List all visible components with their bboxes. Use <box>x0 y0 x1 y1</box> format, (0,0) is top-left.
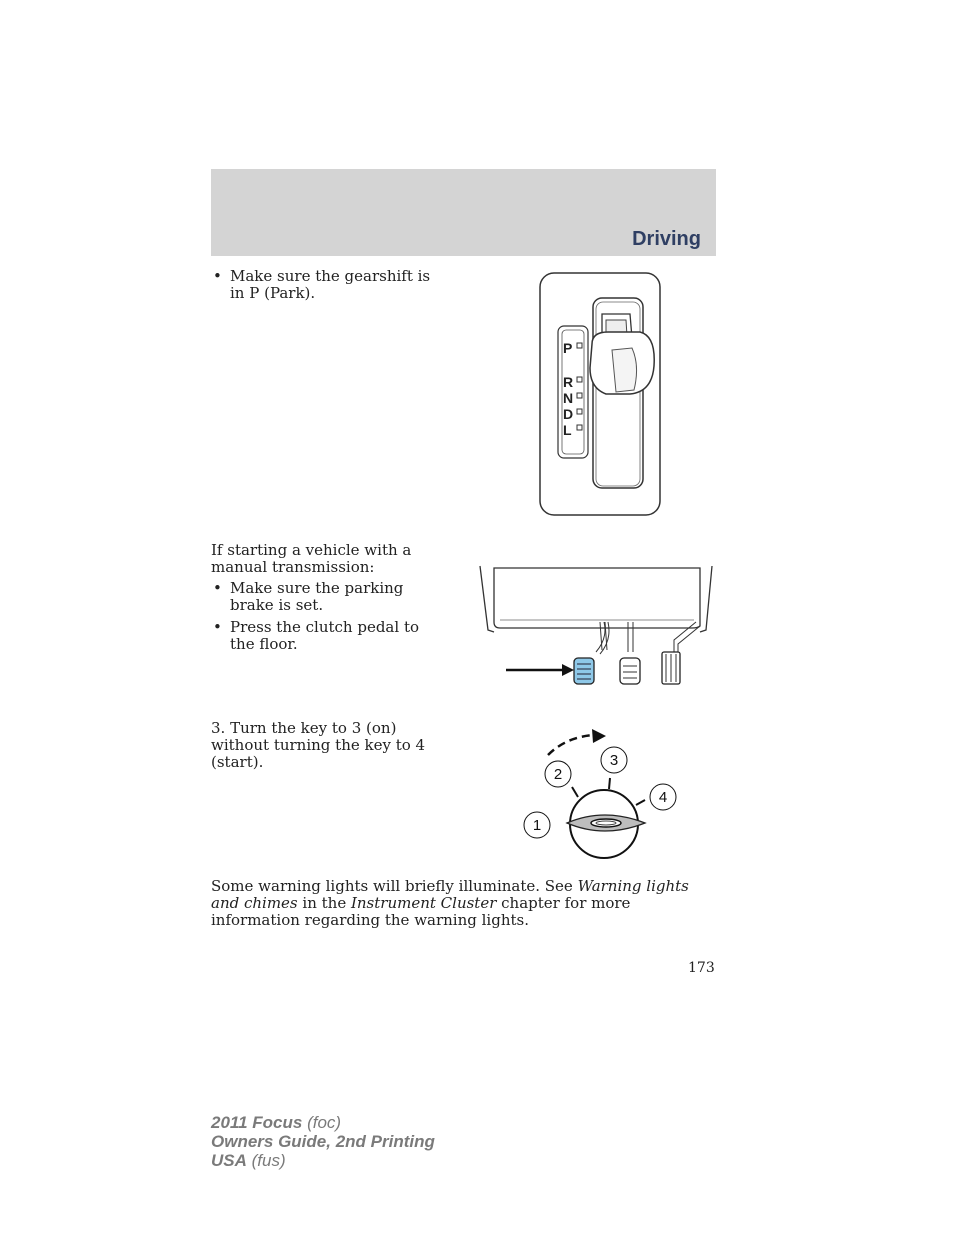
gear-label-r: R <box>563 374 574 390</box>
position-label: 4 <box>658 789 668 806</box>
footer-market: USA <box>211 1151 247 1170</box>
ignition-position-3 <box>601 747 627 773</box>
bullet-dot: • <box>213 267 222 285</box>
brake-pedal <box>620 658 640 684</box>
bullet-text: Make sure the parking brake is set. <box>230 579 404 614</box>
paragraph-text: in the <box>297 894 351 912</box>
paragraph-text: chapter for more information regarding the warning lights. <box>211 894 631 929</box>
bullet-text: Make sure the gearshift is in P (Park). <box>230 267 431 302</box>
page-number: 173 <box>688 960 715 976</box>
footer-model-code: (foc) <box>302 1113 342 1132</box>
footer-guide: Owners Guide, 2nd Printing <box>211 1132 435 1151</box>
position-label: 3 <box>609 752 619 769</box>
warning-lights-reference-link[interactable]: Warning lights and chimes <box>211 877 689 912</box>
pedals-illustration <box>478 560 718 690</box>
ignition-step: 3. Turn the key to 3 (on) without turning the key to 4 (start). <box>211 719 426 771</box>
footer-model: 2011 Focus <box>211 1113 303 1132</box>
gearshift-illustration <box>536 270 666 520</box>
manual-transmission-intro: If starting a vehicle with a manual transmission: <box>211 541 412 576</box>
bullet-clutch-pedal <box>213 619 453 659</box>
document-footer <box>211 1113 435 1170</box>
clutch-pedal <box>574 658 594 684</box>
bullet-gearshift-park <box>213 268 453 308</box>
gear-label-d: D <box>563 406 574 422</box>
ignition-illustration <box>518 725 688 865</box>
instrument-cluster-reference-link[interactable]: Instrument Cluster <box>350 894 497 912</box>
bullet-text: Press the clutch pedal to the floor. <box>230 618 420 653</box>
accelerator-pedal <box>662 652 680 684</box>
bullet-parking-brake <box>213 580 453 620</box>
ignition-position-1 <box>524 812 550 838</box>
gear-label-l: L <box>563 422 572 438</box>
position-label: 1 <box>532 817 542 834</box>
footer-market-code: (fus) <box>246 1151 286 1170</box>
rotation-arrow-icon <box>548 729 606 755</box>
chapter-header <box>211 169 716 256</box>
position-label: 2 <box>553 766 563 783</box>
bullet-dot: • <box>213 579 222 597</box>
ignition-position-2 <box>545 761 571 787</box>
bullet-dot: • <box>213 618 222 636</box>
arrow-icon <box>506 664 574 676</box>
gear-label-n: N <box>563 390 574 406</box>
warning-lights-paragraph <box>211 878 691 929</box>
ignition-position-4 <box>650 784 676 810</box>
gear-label-p: P <box>563 340 573 356</box>
paragraph-text: Some warning lights will briefly illuminate. See <box>211 877 578 895</box>
chapter-title: Driving <box>632 228 701 250</box>
